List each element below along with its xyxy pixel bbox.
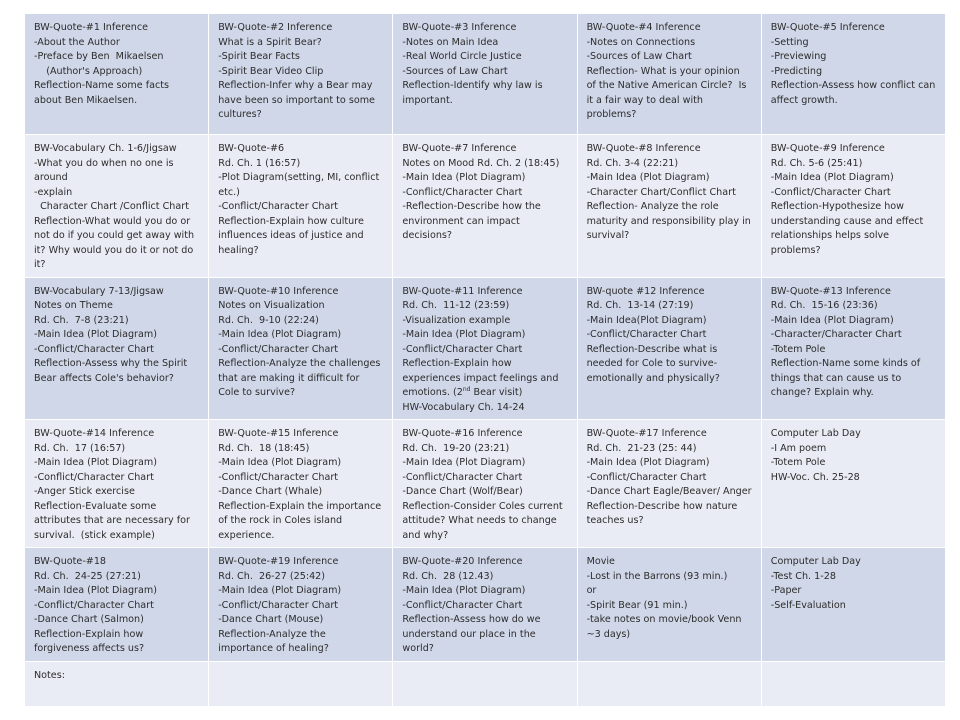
schedule-cell-r1-c1: BW-Quote-#1 Inference -About the Author -Preface by Ben Mikaelsen (Author's Approach) Reflection-Name some facts about Ben Mikaelsen.: [25, 14, 209, 135]
table-row-week-1: [25, 14, 946, 135]
schedule-cell-r1-c4: BW-Quote-#4 Inference -Notes on Connections -Sources of Law Chart Reflection- What is your opinion of the Native American Circle? Is it a fair way to deal with problems?: [577, 14, 761, 135]
notes-empty-cell: [393, 661, 577, 706]
table-row-notes: [25, 661, 946, 706]
notes-empty-cell: [577, 661, 761, 706]
lesson-schedule-table: [24, 13, 946, 707]
schedule-cell-r3-c2: BW-Quote-#10 Inference Notes on Visualization Rd. Ch. 9-10 (22:24) -Main Idea (Plot Diagram) -Conflict/Character Chart Reflection-Analyze the challenges that are making it difficult for Cole to survive?: [209, 277, 393, 420]
schedule-cell-r2-c5: BW-Quote-#9 Inference Rd. Ch. 5-6 (25:41) -Main Idea (Plot Diagram) -Conflict/Character Chart Reflection-Hypothesize how understanding cause and effect relationships helps solve problems?: [761, 135, 945, 278]
schedule-cell-r5-c1: BW-Quote-#18 Rd. Ch. 24-25 (27:21) -Main Idea (Plot Diagram) -Conflict/Character Chart -Dance Chart (Salmon) Reflection-Explain how forgiveness affects us?: [25, 548, 209, 662]
notes-empty-cell: [209, 661, 393, 706]
table-row-week-2: [25, 135, 946, 278]
schedule-cell-r4-c3: BW-Quote-#16 Inference Rd. Ch. 19-20 (23:21) -Main Idea (Plot Diagram) -Conflict/Character Chart -Dance Chart (Wolf/Bear) Reflection-Consider Coles current attitude? What needs to change and why?: [393, 420, 577, 548]
schedule-cell-r3-c4: BW-quote #12 Inference Rd. Ch. 13-14 (27:19) -Main Idea(Plot Diagram) -Conflict/Character Chart Reflection-Describe what is needed for Cole to survive- emotionally and physically?: [577, 277, 761, 420]
table-row-week-4: [25, 420, 946, 548]
schedule-cell-r2-c4: BW-Quote-#8 Inference Rd. Ch. 3-4 (22:21) -Main Idea (Plot Diagram) -Character Chart/Conflict Chart Reflection- Analyze the role maturity and responsibility play in survival?: [577, 135, 761, 278]
table-row-week-3: [25, 277, 946, 420]
schedule-cell-r3-c1: BW-Vocabulary 7-13/Jigsaw Notes on Theme Rd. Ch. 7-8 (23:21) -Main Idea (Plot Diagram) -Conflict/Character Chart Reflection-Assess why the Spirit Bear affects Cole's behavior?: [25, 277, 209, 420]
schedule-cell-r5-c5: Computer Lab Day -Test Ch. 1-28 -Paper -Self-Evaluation: [761, 548, 945, 662]
schedule-cell-r2-c2: BW-Quote-#6 Rd. Ch. 1 (16:57) -Plot Diagram(setting, MI, conflict etc.) -Conflict/Character Chart Reflection-Explain how culture influences ideas of justice and healing?: [209, 135, 393, 278]
schedule-cell-r1-c5: BW-Quote-#5 Inference -Setting -Previewing -Predicting Reflection-Assess how conflict can affect growth.: [761, 14, 945, 135]
schedule-cell-r5-c4: Movie -Lost in the Barrons (93 min.) or -Spirit Bear (91 min.) -take notes on movie/book Venn ~3 days): [577, 548, 761, 662]
schedule-cell-r1-c3: BW-Quote-#3 Inference -Notes on Main Idea -Real World Circle Justice -Sources of Law Chart Reflection-Identify why law is important.: [393, 14, 577, 135]
schedule-cell-r4-c5: Computer Lab Day -I Am poem -Totem Pole HW-Voc. Ch. 25-28: [761, 420, 945, 548]
notes-label-cell: Notes:: [25, 661, 209, 706]
schedule-cell-r5-c2: BW-Quote-#19 Inference Rd. Ch. 26-27 (25:42) -Main Idea (Plot Diagram) -Conflict/Character Chart -Dance Chart (Mouse) Reflection-Analyze the importance of healing?: [209, 548, 393, 662]
schedule-body: [25, 14, 946, 707]
schedule-cell-r4-c2: BW-Quote-#15 Inference Rd. Ch. 18 (18:45) -Main Idea (Plot Diagram) -Conflict/Character Chart -Dance Chart (Whale) Reflection-Explain the importance of the rock in Coles island experience.: [209, 420, 393, 548]
ordinal-suffix: nd: [462, 385, 471, 393]
schedule-cell-r5-c3: BW-Quote-#20 Inference Rd. Ch. 28 (12.43) -Main Idea (Plot Diagram) -Conflict/Character Chart Reflection-Assess how do we understand our place in the world?: [393, 548, 577, 662]
schedule-cell-r4-c4: BW-Quote-#17 Inference Rd. Ch. 21-23 (25: 44) -Main Idea (Plot Diagram) -Conflict/Character Chart -Dance Chart Eagle/Beaver/ Anger Reflection-Describe how nature teaches us?: [577, 420, 761, 548]
notes-empty-cell: [761, 661, 945, 706]
table-row-week-5: [25, 548, 946, 662]
schedule-cell-r1-c2: BW-Quote-#2 Inference What is a Spirit Bear? -Spirit Bear Facts -Spirit Bear Video Clip Reflection-Infer why a Bear may have been so important to some cultures?: [209, 14, 393, 135]
schedule-cell-r3-c3: BW-Quote-#11 Inference Rd. Ch. 11-12 (23:59) -Visualization example -Main Idea (Plot Diagram) -Conflict/Character Chart Reflection-Explain how experiences impact feelings and emotions. (2nd Bear visit) HW-Vocabulary Ch. 14-24: [393, 277, 577, 420]
schedule-cell-r2-c1: BW-Vocabulary Ch. 1-6/Jigsaw -What you do when no one is around -explain Character Chart /Conflict Chart Reflection-What would you do or not do if you could get away with it? Why would you do it or not do it?: [25, 135, 209, 278]
schedule-cell-r2-c3: BW-Quote-#7 Inference Notes on Mood Rd. Ch. 2 (18:45) -Main Idea (Plot Diagram) -Conflict/Character Chart -Reflection-Describe how the environment can impact decisions?: [393, 135, 577, 278]
schedule-cell-r4-c1: BW-Quote-#14 Inference Rd. Ch. 17 (16:57) -Main Idea (Plot Diagram) -Conflict/Character Chart -Anger Stick exercise Reflection-Evaluate some attributes that are necessary for survival. (stick example): [25, 420, 209, 548]
schedule-cell-r3-c5: BW-Quote-#13 Inference Rd. Ch. 15-16 (23:36) -Main Idea (Plot Diagram) -Character/Character Chart -Totem Pole Reflection-Name some kinds of things that can cause us to change? Explain why.: [761, 277, 945, 420]
